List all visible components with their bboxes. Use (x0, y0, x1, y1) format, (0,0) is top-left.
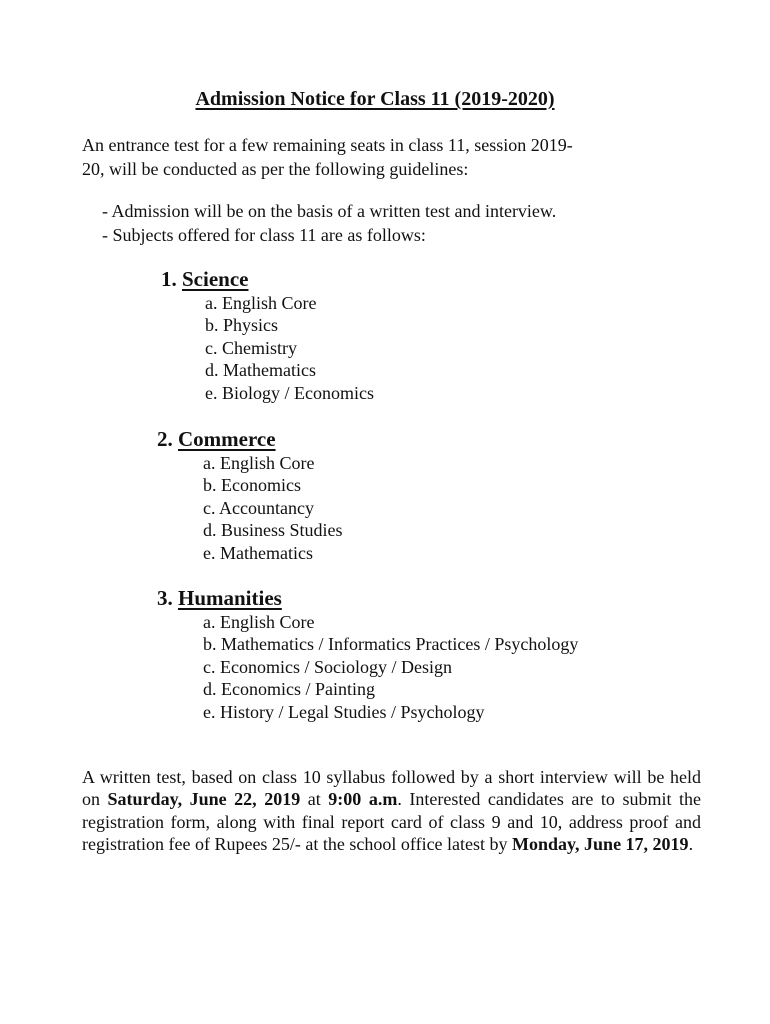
stream-name: Science (182, 267, 249, 291)
subject-item: d. Economics / Painting (203, 679, 375, 700)
stream-number: 3. (157, 586, 173, 610)
closing-text: A written test, based on class 10 syllabus followed by a short interview will be held on (82, 767, 701, 810)
stream-heading (157, 585, 578, 611)
subject-list (203, 452, 343, 564)
stream-number: 2. (157, 427, 173, 451)
closing-paragraph (82, 766, 701, 856)
stream-name: Commerce (178, 427, 276, 451)
guidelines-list (102, 199, 556, 247)
subject-item: b. Physics (205, 315, 279, 336)
subject-item: b. Economics (203, 475, 301, 496)
submission-deadline: Monday, June 17, 2019 (512, 834, 689, 855)
subject-item: e. Biology / Economics (205, 382, 374, 403)
subject-list (203, 611, 578, 723)
stream-humanities (157, 585, 578, 723)
subject-item: a. English Core (203, 612, 315, 632)
subject-item: c. Accountancy (203, 497, 314, 518)
subject-item: a. English Core (203, 453, 315, 473)
stream-number: 1. (161, 267, 177, 291)
subject-item: a. English Core (205, 293, 317, 313)
stream-heading (157, 426, 343, 452)
stream-heading (161, 266, 374, 292)
subject-item: d. Mathematics (205, 360, 316, 381)
subject-item: b. Mathematics / Informatics Practices / Psychology (203, 634, 579, 655)
intro-line: 20, will be conducted as per the following guidelines: (82, 159, 469, 179)
subject-item: d. Business Studies (203, 520, 343, 541)
closing-text: . (688, 834, 694, 855)
stream-name: Humanities (178, 586, 282, 610)
test-date: Saturday, June 22, 2019 (107, 789, 301, 810)
notice-title: Admission Notice for Class 11 (2019-2020) (195, 88, 555, 110)
subject-item: c. Chemistry (205, 337, 297, 358)
guideline-item: - Subjects offered for class 11 are as follows: (102, 225, 426, 245)
intro-paragraph (82, 133, 672, 181)
subject-item: e. History / Legal Studies / Psychology (203, 701, 485, 722)
intro-line: An entrance test for a few remaining seats in class 11, session 2019- (82, 135, 573, 155)
subject-item: c. Economics / Sociology / Design (203, 656, 452, 677)
closing-text: at (300, 789, 329, 810)
closing-text: . Interested candidates are to submit the registration form, along with final report card of class 9 and 10, address proof and registration fee of Rupees 25/- at the school office latest by (82, 789, 701, 855)
test-time: 9:00 a.m (328, 789, 398, 810)
stream-commerce (157, 426, 343, 564)
guideline-item: - Admission will be on the basis of a written test and interview. (102, 201, 557, 221)
subject-item: e. Mathematics (203, 542, 313, 563)
subject-list (205, 292, 374, 404)
stream-science (161, 266, 374, 404)
